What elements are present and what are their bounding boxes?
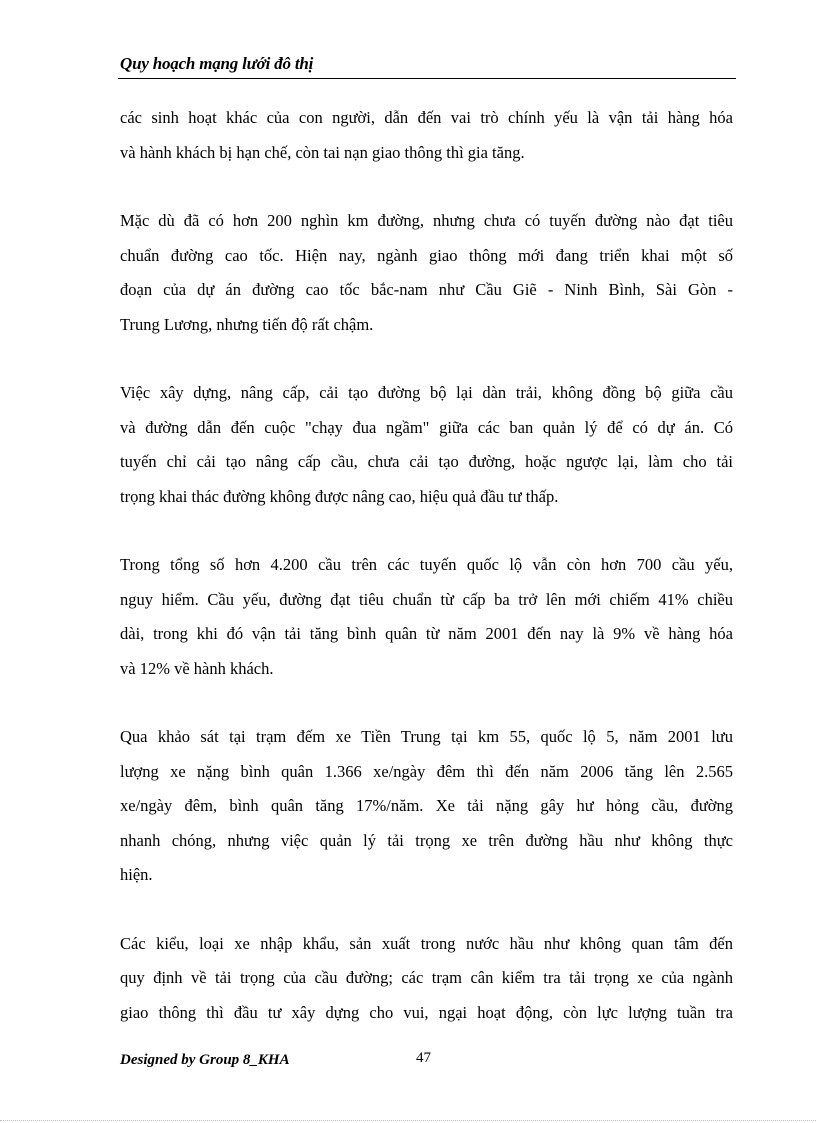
text-line: các sinh hoạt khác của con người, dẫn đến vai trò chính yếu là vận tải hàng hóa (120, 108, 733, 127)
text-line: hiện. (120, 865, 153, 884)
text-line: Trung Lương, nhưng tiến độ rất chậm. (120, 314, 374, 334)
document-body (120, 101, 733, 1064)
page-number: 47 (416, 1050, 431, 1066)
text-line: Qua khảo sát tại trạm đếm xe Tiền Trung tại km 55, quốc lộ 5, năm 2001 lưu (120, 727, 733, 746)
text-line: đoạn của dự án đường cao tốc bắc-nam như Cầu Giẽ - Ninh Bình, Sài Gòn - (120, 280, 733, 299)
text-line: Trong tổng số hơn 4.200 cầu trên các tuyến quốc lộ vẫn còn hơn 700 cầu yếu, (120, 555, 733, 574)
text-line: xe/ngày đêm, bình quân tăng 17%/năm. Xe tải nặng gây hư hỏng cầu, đường (120, 796, 733, 815)
text-line: lượng xe nặng bình quân 1.366 xe/ngày đêm thì đến năm 2006 tăng lên 2.565 (120, 761, 733, 781)
text-line: nguy hiểm. Cầu yếu, đường đạt tiêu chuẩn từ cấp ba trở lên mới chiếm 41% chiều (120, 589, 733, 609)
text-line: và 12% về hành khách. (120, 658, 274, 678)
text-line: quy định về tải trọng của cầu đường; các trạm cân kiểm tra tải trọng xe của ngành (120, 968, 733, 987)
paragraph-1 (120, 101, 733, 170)
paragraph-2 (120, 204, 733, 342)
text-line: tuyến chỉ cải tạo nâng cấp cầu, chưa cải tạo đường, hoặc ngược lại, làm cho tải (120, 452, 733, 471)
text-line: và đường dẫn đến cuộc "chạy đua ngầm" giữa các ban quản lý để có dự án. Có (120, 417, 733, 437)
text-line: trọng khai thác đường không được nâng cao, hiệu quả đầu tư thấp. (120, 486, 559, 506)
paragraph-6 (120, 927, 733, 1031)
text-line: dài, trong khi đó vận tải tăng bình quân từ năm 2001 đến nay là 9% về hàng hóa (120, 624, 733, 643)
page-bottom-divider (0, 1120, 816, 1121)
paragraph-3 (120, 376, 733, 514)
page-header (118, 52, 736, 79)
text-line: Các kiểu, loại xe nhập khẩu, sản xuất trong nước hầu như không quan tâm đến (120, 933, 733, 953)
text-line: giao thông thì đầu tư xây dựng cho vui, ngại hoạt động, còn lực lượng tuần tra (120, 1002, 733, 1022)
text-line: nhanh chóng, nhưng việc quản lý tải trọng xe trên đường hầu như không thực (120, 830, 733, 850)
paragraph-4 (120, 548, 733, 686)
text-line: và hành khách bị hạn chế, còn tai nạn giao thông thì gia tăng. (120, 142, 525, 162)
text-line: Việc xây dựng, nâng cấp, cải tạo đường bộ lại dàn trải, không đồng bộ giữa cầu (120, 383, 733, 402)
header-title: Quy hoạch mạng lưới đô thị (120, 54, 314, 73)
paragraph-5 (120, 720, 733, 893)
text-line: Mặc dù đã có hơn 200 nghìn km đường, nhưng chưa có tuyến đường nào đạt tiêu (120, 211, 733, 230)
footer-credit: Designed by Group 8_KHA (120, 1052, 290, 1068)
text-line: chuẩn đường cao tốc. Hiện nay, ngành giao thông mới đang triển khai một số (120, 245, 733, 265)
